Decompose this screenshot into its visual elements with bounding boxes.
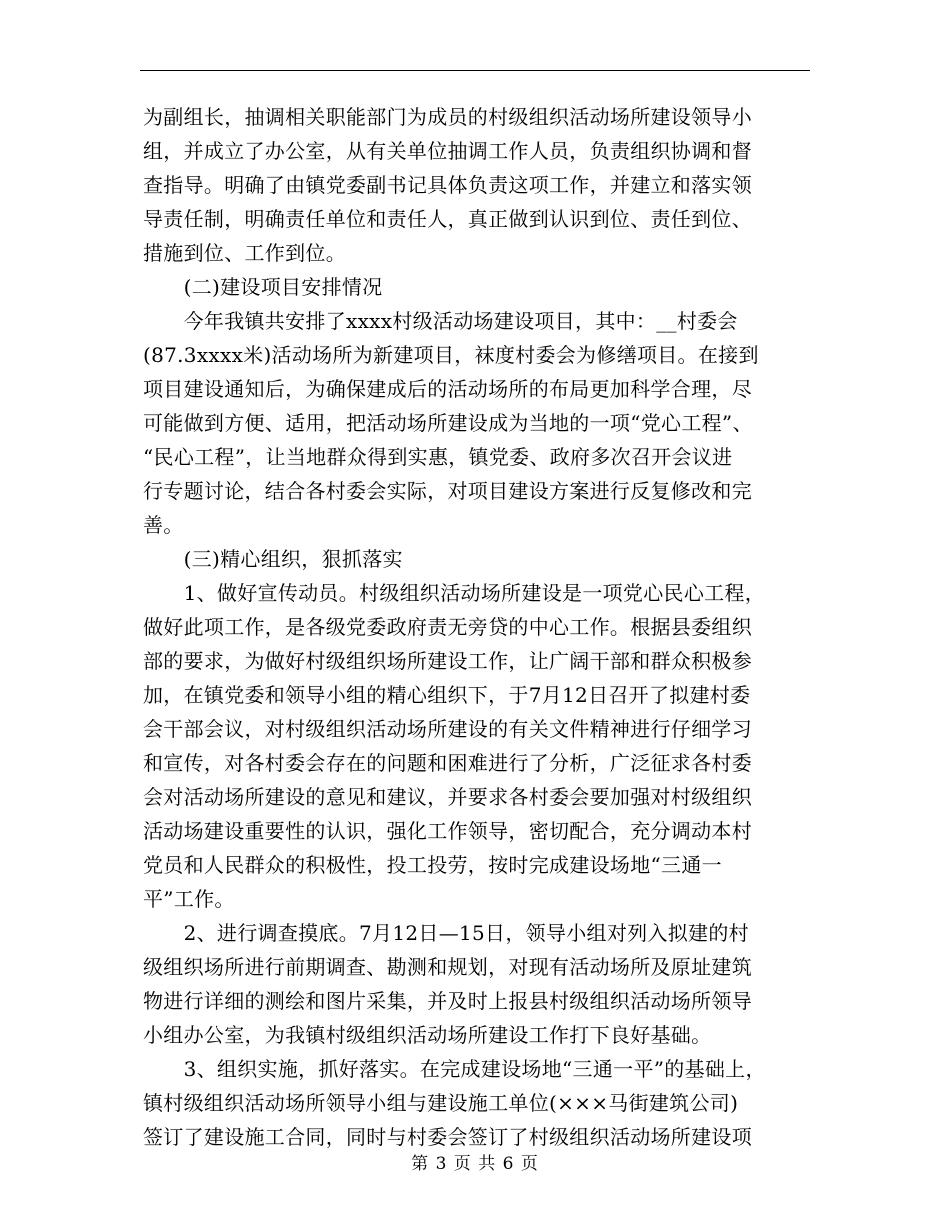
text-line: 党员和人民群众的积极性，投工投劳，按时完成建设场地“三通一 bbox=[143, 853, 722, 877]
text-line: (87.3xxxx米)活动场所为新建项目，袜度村委会为修缮项目。在接到 bbox=[143, 343, 759, 367]
text-line: 部的要求，为做好村级组织场所建设工作，让广阔干部和群众积极参 bbox=[143, 649, 752, 673]
text-line: 和宣传，对各村委会存在的问题和困难进行了分析，广泛征求各村委 bbox=[143, 751, 752, 775]
text-line: 会对活动场所建设的意见和建议，并要求各村委会要加强对村级组织 bbox=[143, 785, 752, 809]
text-line: 做好此项工作，是各级党委政府责无旁贷的中心工作。根据县委组织 bbox=[143, 615, 752, 639]
text-line: 项目建设通知后，为确保建成后的活动场所的布局更加科学合理，尽 bbox=[143, 377, 752, 401]
text-line: 查指导。明确了由镇党委副书记具体负责这项工作，并建立和落实领 bbox=[143, 173, 752, 197]
text-line: (二)建设项目安排情况 bbox=[143, 275, 383, 299]
text-line: “民心工程”，让当地群众得到实惠，镇党委、政府多次召开会议进 bbox=[143, 445, 733, 469]
text-line: 2、进行调查摸底。7月12日—15日，领导小组对列入拟建的村 bbox=[143, 921, 749, 945]
text-line: 1、做好宣传动员。村级组织活动场所建设是一项党心民心工程， bbox=[143, 581, 766, 605]
text-line: 会干部会议，对村级组织活动场所建设的有关文件精神进行仔细学习 bbox=[143, 717, 752, 741]
text-line: 组，并成立了办公室，从有关单位抽调工作人员，负责组织协调和督 bbox=[143, 139, 752, 163]
text-line: 加，在镇党委和领导小组的精心组织下，于7月12日召开了拟建村委 bbox=[143, 683, 751, 707]
text-line: (三)精心组织，狠抓落实 bbox=[143, 547, 403, 571]
text-line: 签订了建设施工合同，同时与村委会签订了村级组织活动场所建设项 bbox=[143, 1125, 752, 1149]
text-line: 为副组长，抽调相关职能部门为成员的村级组织活动场所建设领导小 bbox=[143, 105, 752, 129]
text-line: 3、组织实施，抓好落实。在完成建设场地“三通一平”的基础上， bbox=[143, 1057, 766, 1081]
text-line: 平”工作。 bbox=[143, 887, 235, 911]
text-line: 可能做到方便、适用，把活动场所建设成为当地的一项“党心工程”、 bbox=[143, 411, 753, 435]
text-line: 活动场建设重要性的认识，强化工作领导，密切配合，充分调动本村 bbox=[143, 819, 752, 843]
text-line: 行专题讨论，结合各村委会实际，对项目建设方案进行反复修改和完 bbox=[143, 479, 752, 503]
text-line: 镇村级组织活动场所领导小组与建设施工单位(×××马街建筑公司) bbox=[143, 1091, 739, 1115]
body-text bbox=[143, 100, 813, 1154]
page-footer: 第 3 页 共 6 页 bbox=[411, 1154, 539, 1174]
header-rule bbox=[140, 70, 810, 71]
text-line: 善。 bbox=[143, 513, 184, 537]
text-line: 物进行详细的测绘和图片采集，并及时上报县村级组织活动场所领导 bbox=[143, 989, 752, 1013]
text-line: 措施到位、工作到位。 bbox=[143, 241, 346, 265]
text-line: 级组织场所进行前期调查、勘测和规划，对现有活动场所及原址建筑 bbox=[143, 955, 752, 979]
text-line: 今年我镇共安排了xxxx村级活动场建设项目，其中：__村委会 bbox=[143, 309, 738, 333]
text-line: 小组办公室，为我镇村级组织活动场所建设工作打下良好基础。 bbox=[143, 1023, 712, 1047]
text-line: 导责任制，明确责任单位和责任人，真正做到认识到位、责任到位、 bbox=[143, 207, 752, 231]
